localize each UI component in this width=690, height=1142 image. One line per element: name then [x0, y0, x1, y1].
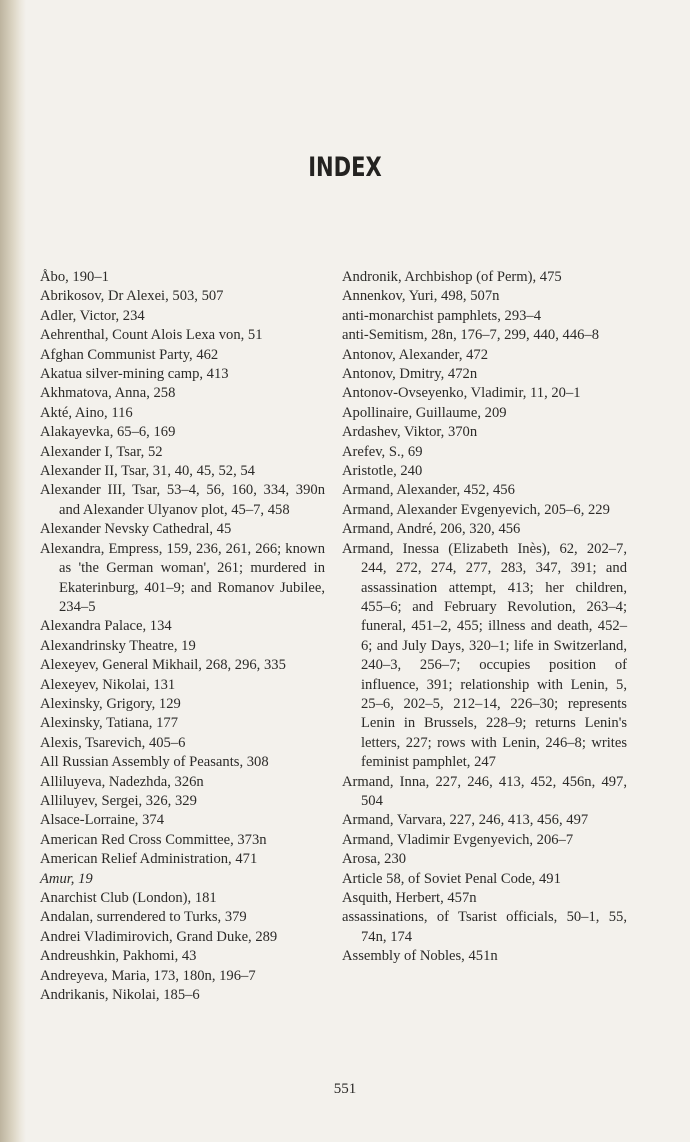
- index-entry: All Russian Assembly of Peasants, 308: [40, 754, 269, 771]
- index-entry: Andrei Vladimirovich, Grand Duke, 289: [40, 928, 278, 945]
- index-entry: Alexeyev, General Mikhail, 268, 296, 335: [40, 657, 286, 674]
- index-entry: Akté, Aino, 116: [40, 404, 133, 421]
- page-number: 551: [333, 1081, 357, 1097]
- index-entry: Åbo, 190–1: [40, 269, 109, 285]
- index-entry: Annenkov, Yuri, 498, 507n: [342, 288, 500, 305]
- index-entry: American Red Cross Committee, 373n: [40, 831, 267, 848]
- index-entry: Alexeyev, Nikolai, 131: [40, 676, 176, 693]
- index-entry: Aristotle, 240: [342, 463, 423, 480]
- index-entry: Abrikosov, Dr Alexei, 503, 507: [40, 288, 224, 305]
- index-entry: assassinations, of Tsarist officials, 50–1, 55, 74n, 174: [342, 909, 627, 945]
- index-entry: Andreushkin, Pakhomi, 43: [40, 948, 197, 965]
- index-entry: Armand, Alexander, 452, 456: [342, 482, 515, 499]
- index-entry: Alexinsky, Grigory, 129: [40, 695, 181, 712]
- index-entry: Alexander II, Tsar, 31, 40, 45, 52, 54: [40, 463, 255, 480]
- index-entry: Andalan, surrendered to Turks, 379: [40, 909, 247, 926]
- index-entry: Alakayevka, 65–6, 169: [40, 424, 176, 441]
- italic-headword: Amur, 19: [40, 870, 93, 887]
- book-spine-shadow: [0, 0, 26, 1142]
- index-entry: Antonov, Dmitry, 472n: [342, 366, 478, 383]
- index-entry: Alliluyeva, Nadezhda, 326n: [40, 773, 204, 790]
- index-entry: Alexis, Tsarevich, 405–6: [40, 734, 186, 751]
- index-entry: Alexandra Palace, 134: [40, 618, 172, 635]
- index-entry: Alliluyev, Sergei, 326, 329: [40, 792, 197, 809]
- index-entry: Alexander Nevsky Cathedral, 45: [40, 521, 232, 538]
- index-entry: Armand, Alexander Evgenyevich, 205–6, 229: [342, 501, 610, 518]
- index-entry: Andrikanis, Nikolai, 185–6: [40, 987, 200, 1004]
- index-column-left: [40, 268, 325, 1005]
- index-entry: Antonov-Ovseyenko, Vladimir, 11, 20–1: [342, 385, 581, 402]
- index-column-right: [342, 268, 627, 967]
- index-entry: Andronik, Archbishop (of Perm), 475: [342, 269, 562, 285]
- index-entry: Alsace-Lorraine, 374: [40, 812, 164, 829]
- index-entry: Armand, Inessa (Elizabeth Inès), 62, 202–7, 244, 272, 274, 277, 283, 347, 391; and assassination attempt, 413; her children, 455–6; and February Revolution, 263–4; funeral, 451–2, 455; illness and death, 452–6; and July Days, 320–1; life in Switzerland, 240–3, 256–7; occupies position of influence, 391; relationship with Lenin, 5, 25–6, 202–5, 212–14, 226–30; represents Lenin in Brussels, 228–9; returns Lenin's letters, 227; rows with Lenin, 246–8; writes feminist pamphlet, 247: [342, 540, 627, 771]
- index-entry: anti-monarchist pamphlets, 293–4: [342, 307, 542, 324]
- index-entry: [40, 870, 325, 889]
- index-entry: Armand, André, 206, 320, 456: [342, 521, 521, 538]
- index-entry: Alexander I, Tsar, 52: [40, 443, 163, 460]
- index-entry: Apollinaire, Guillaume, 209: [342, 404, 507, 421]
- index-entry: Armand, Vladimir Evgenyevich, 206–7: [342, 831, 574, 848]
- index-entry: Assembly of Nobles, 451n: [342, 948, 498, 965]
- index-entry: Anarchist Club (London), 181: [40, 890, 217, 906]
- index-entry: Afghan Communist Party, 462: [40, 346, 219, 363]
- index-entry: anti-Semitism, 28n, 176–7, 299, 440, 446–8: [342, 327, 600, 344]
- index-entry: Alexander III, Tsar, 53–4, 56, 160, 334, 390n and Alexander Ulyanov plot, 45–7, 458: [40, 482, 325, 518]
- index-entry: Akhmatova, Anna, 258: [40, 385, 176, 402]
- index-entry: Antonov, Alexander, 472: [342, 346, 489, 363]
- index-entry: Armand, Varvara, 227, 246, 413, 456, 497: [342, 812, 589, 829]
- index-entry: Ardashev, Viktor, 370n: [342, 424, 478, 441]
- page-title: INDEX: [308, 152, 382, 183]
- index-entry: Aehrenthal, Count Alois Lexa von, 51: [40, 327, 263, 344]
- index-entry: Arosa, 230: [342, 851, 407, 868]
- index-entry: Alexandra, Empress, 159, 236, 261, 266; known as 'the German woman', 261; murdered in Ekaterinburg, 401–9; and Romanov Jubilee, 234–5: [40, 540, 325, 615]
- index-entry: Adler, Victor, 234: [40, 307, 145, 324]
- index-entry: Andreyeva, Maria, 173, 180n, 196–7: [40, 967, 256, 984]
- index-entry: Asquith, Herbert, 457n: [342, 890, 477, 906]
- index-entry: Akatua silver-mining camp, 413: [40, 366, 229, 383]
- index-entry: Alexinsky, Tatiana, 177: [40, 715, 178, 732]
- index-entry: Arefev, S., 69: [342, 443, 423, 460]
- index-entry: Article 58, of Soviet Penal Code, 491: [342, 870, 561, 887]
- index-entry: Armand, Inna, 227, 246, 413, 452, 456n, 497, 504: [342, 773, 627, 809]
- index-entry: American Relief Administration, 471: [40, 851, 258, 868]
- index-entry: Alexandrinsky Theatre, 19: [40, 637, 196, 654]
